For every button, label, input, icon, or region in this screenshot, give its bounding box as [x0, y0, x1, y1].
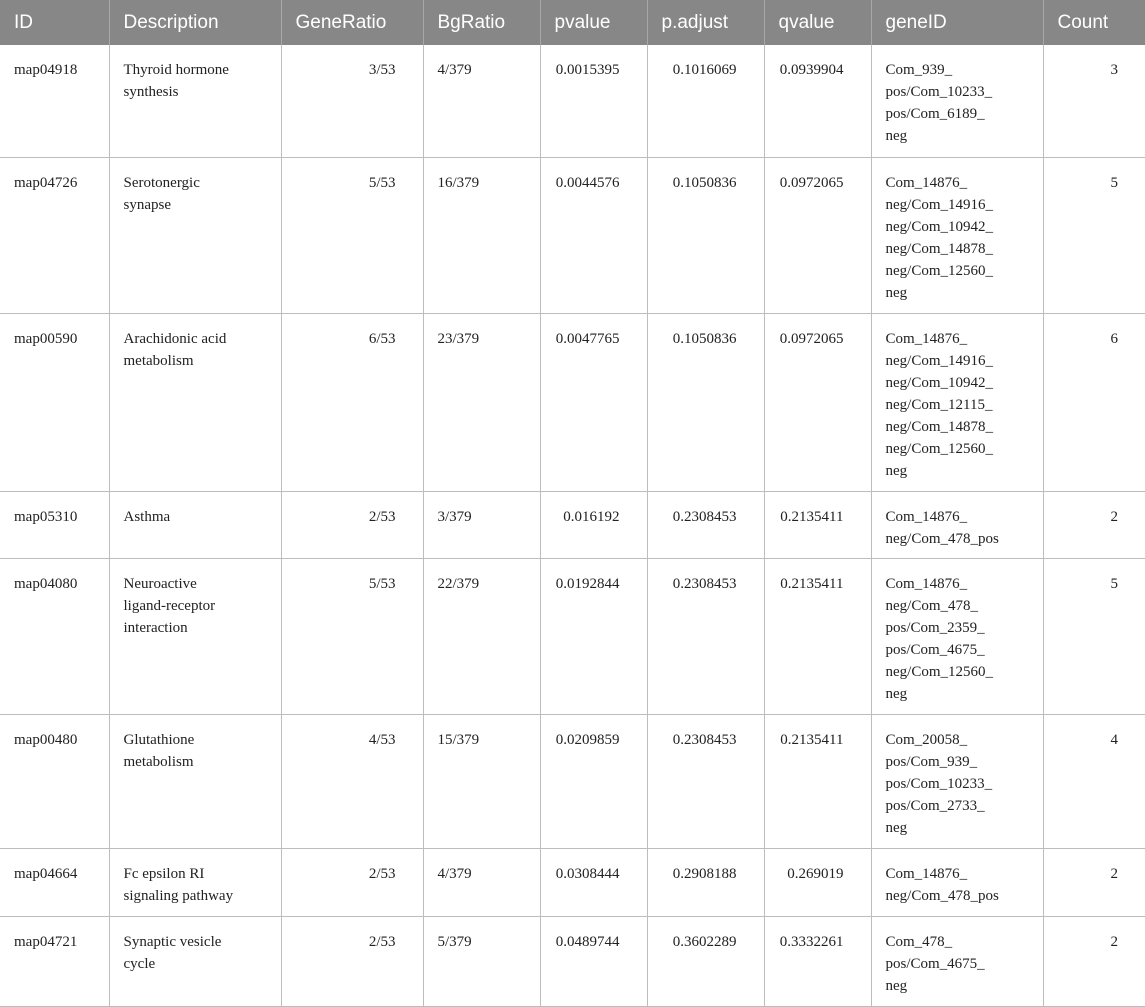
cell-id: map00590: [0, 313, 109, 491]
cell-description: [109, 157, 281, 313]
cell-pvalue: 0.0308444: [540, 848, 647, 916]
cell-gene-id: [871, 916, 1043, 1006]
cell-id: map04721: [0, 916, 109, 1006]
cell-count: 4: [1043, 714, 1145, 848]
table-row: [0, 714, 1145, 848]
cell-id: map05310: [0, 491, 109, 558]
cell-p-adjust: 0.1050836: [647, 313, 764, 491]
header-count: Count: [1043, 0, 1145, 45]
cell-count: 2: [1043, 848, 1145, 916]
header-row: [0, 0, 1145, 45]
cell-qvalue: 0.0939904: [764, 45, 871, 157]
cell-gene-id-line: neg/Com_478_pos: [885, 887, 999, 904]
cell-count: 2: [1043, 491, 1145, 558]
cell-description: [109, 558, 281, 714]
table-body: [0, 45, 1145, 1006]
cell-description-line: Thyroid hormone: [123, 62, 229, 78]
table-row: [0, 848, 1145, 916]
cell-qvalue: 0.3332261: [764, 916, 871, 1006]
cell-description: [109, 714, 281, 848]
header-bg-ratio: BgRatio: [423, 0, 540, 45]
cell-count: 5: [1043, 558, 1145, 714]
cell-pvalue: 0.0489744: [540, 916, 647, 1006]
cell-p-adjust: 0.2908188: [647, 848, 764, 916]
table-row: [0, 45, 1145, 157]
cell-description-line: signaling pathway: [123, 887, 234, 904]
cell-bg-ratio: 4/379: [423, 848, 540, 916]
cell-gene-id: [871, 558, 1043, 714]
table-row: [0, 313, 1145, 491]
cell-id: map04080: [0, 558, 109, 714]
cell-bg-ratio: 22/379: [423, 558, 540, 714]
cell-p-adjust: 0.2308453: [647, 714, 764, 848]
cell-gene-id-line: neg/Com_14916_: [885, 352, 993, 369]
cell-qvalue: 0.0972065: [764, 157, 871, 313]
cell-description-line: interaction: [123, 619, 188, 636]
cell-gene-ratio: 5/53: [281, 558, 423, 714]
cell-gene-ratio: 2/53: [281, 916, 423, 1006]
cell-gene-id-line: neg/Com_12560_: [885, 663, 993, 680]
cell-gene-id-line: neg: [885, 462, 908, 479]
cell-description: [109, 491, 281, 558]
header-pvalue: pvalue: [540, 0, 647, 45]
header-qvalue: qvalue: [764, 0, 871, 45]
cell-gene-id: [871, 313, 1043, 491]
header-id: ID: [0, 0, 109, 45]
cell-qvalue: 0.2135411: [764, 558, 871, 714]
cell-description-line: ligand-receptor: [123, 597, 216, 614]
cell-qvalue: 0.2135411: [764, 714, 871, 848]
cell-bg-ratio: 3/379: [423, 491, 540, 558]
cell-gene-id-line: neg: [885, 128, 908, 144]
cell-pvalue: 0.0192844: [540, 558, 647, 714]
cell-bg-ratio: 16/379: [423, 157, 540, 313]
cell-p-adjust: 0.3602289: [647, 916, 764, 1006]
cell-gene-id-line: neg/Com_12560_: [885, 262, 993, 279]
cell-gene-id-line: neg: [885, 819, 908, 836]
cell-gene-id-line: neg/Com_14878_: [885, 418, 993, 435]
cell-p-adjust: 0.2308453: [647, 558, 764, 714]
cell-gene-id-line: neg/Com_12560_: [885, 440, 993, 457]
cell-gene-id-line: pos/Com_10233_: [885, 775, 993, 792]
header-gene-ratio: GeneRatio: [281, 0, 423, 45]
cell-gene-id-line: neg/Com_14916_: [885, 196, 993, 213]
cell-description-line: Neuroactive: [123, 575, 197, 592]
cell-count: 5: [1043, 157, 1145, 313]
cell-id: map04664: [0, 848, 109, 916]
cell-description: [109, 313, 281, 491]
table-row: [0, 558, 1145, 714]
cell-gene-id: [871, 714, 1043, 848]
cell-description-line: Fc epsilon RI: [123, 865, 205, 882]
cell-pvalue: 0.0044576: [540, 157, 647, 313]
cell-pvalue: 0.016192: [540, 491, 647, 558]
cell-bg-ratio: 15/379: [423, 714, 540, 848]
cell-bg-ratio: 23/379: [423, 313, 540, 491]
cell-count: 2: [1043, 916, 1145, 1006]
header-description: Description: [109, 0, 281, 45]
cell-gene-id-line: pos/Com_4675_: [885, 955, 985, 972]
cell-gene-id-line: neg/Com_478_pos: [885, 530, 999, 547]
cell-gene-id-line: Com_478_: [885, 933, 953, 950]
cell-gene-id-line: pos/Com_2359_: [885, 619, 985, 636]
cell-description-line: Arachidonic acid: [123, 330, 227, 347]
cell-gene-ratio: 4/53: [281, 714, 423, 848]
header-p-adjust: p.adjust: [647, 0, 764, 45]
cell-bg-ratio: 4/379: [423, 45, 540, 157]
cell-description-line: cycle: [123, 955, 156, 972]
cell-gene-id-line: neg: [885, 284, 908, 301]
cell-description-line: Serotonergic: [123, 174, 200, 191]
cell-description-line: synapse: [123, 196, 171, 213]
cell-count: 3: [1043, 45, 1145, 157]
cell-gene-id-line: neg/Com_10942_: [885, 374, 993, 391]
cell-description-line: metabolism: [123, 352, 194, 369]
cell-gene-id-line: neg: [885, 685, 908, 702]
cell-description: [109, 848, 281, 916]
cell-gene-id-line: pos/Com_2733_: [885, 797, 985, 814]
cell-gene-ratio: 3/53: [281, 45, 423, 157]
table-row: [0, 916, 1145, 1006]
cell-gene-id: [871, 157, 1043, 313]
cell-gene-id-line: neg/Com_478_: [885, 597, 978, 614]
cell-gene-id-line: Com_939_: [885, 62, 953, 78]
cell-pvalue: 0.0047765: [540, 313, 647, 491]
cell-gene-id: [871, 45, 1043, 157]
cell-gene-id-line: Com_14876_: [885, 865, 968, 882]
cell-gene-id: [871, 491, 1043, 558]
cell-gene-ratio: 5/53: [281, 157, 423, 313]
cell-p-adjust: 0.1016069: [647, 45, 764, 157]
cell-bg-ratio: 5/379: [423, 916, 540, 1006]
cell-gene-id-line: pos/Com_939_: [885, 753, 978, 770]
cell-pvalue: 0.0209859: [540, 714, 647, 848]
cell-description-line: Synaptic vesicle: [123, 933, 222, 950]
cell-gene-id-line: Com_14876_: [885, 508, 968, 525]
cell-description-line: Glutathione: [123, 731, 195, 748]
cell-description-line: Asthma: [123, 508, 171, 525]
cell-gene-ratio: 2/53: [281, 848, 423, 916]
cell-gene-id-line: Com_14876_: [885, 575, 968, 592]
cell-description: [109, 916, 281, 1006]
cell-description: [109, 45, 281, 157]
cell-gene-id-line: Com_14876_: [885, 330, 968, 347]
cell-id: map00480: [0, 714, 109, 848]
cell-gene-id-line: Com_14876_: [885, 174, 968, 191]
cell-id: map04918: [0, 45, 109, 157]
cell-pvalue: 0.0015395: [540, 45, 647, 157]
cell-gene-id: [871, 848, 1043, 916]
cell-gene-id-line: pos/Com_10233_: [885, 84, 993, 100]
cell-gene-id-line: neg/Com_12115_: [885, 396, 993, 413]
cell-gene-id-line: pos/Com_4675_: [885, 641, 985, 658]
cell-gene-id-line: neg/Com_14878_: [885, 240, 993, 257]
cell-gene-id-line: neg: [885, 977, 908, 994]
cell-id: map04726: [0, 157, 109, 313]
cell-gene-ratio: 6/53: [281, 313, 423, 491]
cell-description-line: synthesis: [123, 84, 179, 100]
cell-qvalue: 0.0972065: [764, 313, 871, 491]
cell-qvalue: 0.2135411: [764, 491, 871, 558]
table-row: [0, 491, 1145, 558]
table-row: [0, 157, 1145, 313]
cell-qvalue: 0.269019: [764, 848, 871, 916]
cell-gene-id-line: pos/Com_6189_: [885, 106, 985, 122]
cell-gene-id-line: Com_20058_: [885, 731, 968, 748]
cell-p-adjust: 0.1050836: [647, 157, 764, 313]
cell-p-adjust: 0.2308453: [647, 491, 764, 558]
cell-description-line: metabolism: [123, 753, 194, 770]
cell-count: 6: [1043, 313, 1145, 491]
header-gene-id: geneID: [871, 0, 1043, 45]
cell-gene-ratio: 2/53: [281, 491, 423, 558]
cell-gene-id-line: neg/Com_10942_: [885, 218, 993, 235]
